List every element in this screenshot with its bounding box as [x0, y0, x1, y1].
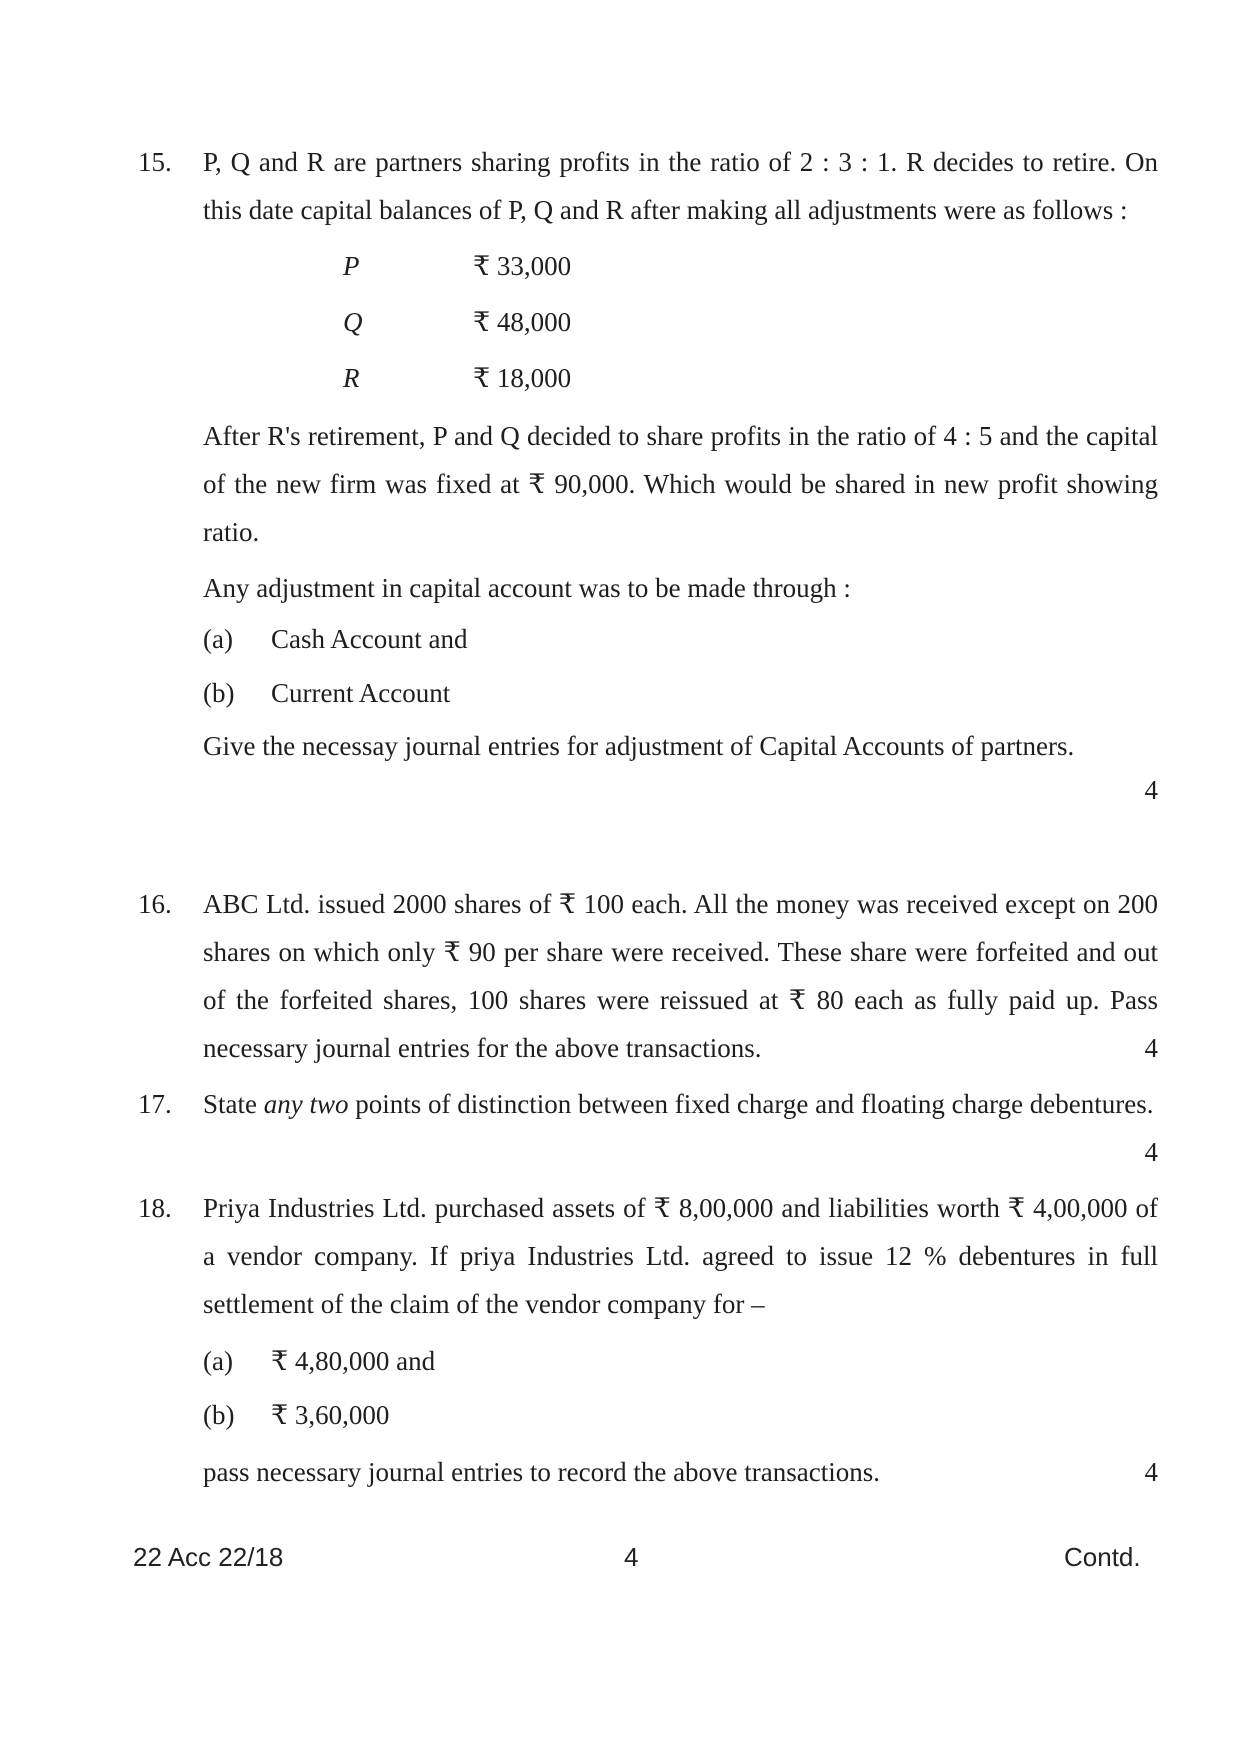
option-text: ₹ 3,60,000	[271, 1400, 390, 1430]
question-marks: 4	[1144, 775, 1158, 805]
table-row	[343, 350, 571, 406]
table-row	[343, 294, 571, 350]
question-intro: P, Q and R are partners sharing profits in the ratio of 2 : 3 : 1. R decides to retire. On this date capital balances of P, Q and R after making all adjustments were as follows :	[203, 147, 1158, 225]
option-a	[203, 612, 1158, 666]
question-text: ABC Ltd. issued 2000 shares of ₹ 100 each. All the money was received except on 200 shares on which only ₹ 90 per share were received. These share were forfeited and out of the forfeited shares, 100 shares were reissued at ₹ 80 each as fully paid up. Pass necessary journal entries for the above transactions.	[203, 889, 1158, 1063]
partner-name: R	[343, 363, 360, 393]
question-number: 18.	[138, 1193, 172, 1223]
question-paragraph: Any adjustment in capital account was to be made through :	[203, 573, 851, 603]
question-16	[138, 880, 1178, 1072]
question-text-start: State	[203, 1089, 264, 1119]
table-row	[343, 238, 571, 294]
question-instruction: Give the necessay journal entries for adjustment of Capital Accounts of partners.	[203, 731, 1075, 761]
option-b	[203, 1388, 1158, 1442]
capital-amount: ₹ 18,000	[473, 363, 572, 393]
question-number: 16.	[138, 889, 172, 919]
question-marks: 4	[1144, 1033, 1158, 1063]
question-15	[138, 138, 1178, 810]
question-text-end: points of distinction between fixed charge and floating charge debentures.	[348, 1089, 1154, 1119]
option-label: (b)	[203, 1400, 235, 1430]
question-paragraph: After R's retirement, P and Q decided to share profits in the ratio of 4 : 5 and the capital of the new firm was fixed at ₹ 90,000. Which would be shared in new profit showing ratio.	[203, 421, 1158, 547]
option-b	[203, 666, 1158, 720]
question-18	[138, 1184, 1178, 1496]
question-number: 15.	[138, 147, 172, 177]
paper-code: 22 Acc 22/18	[133, 1542, 284, 1572]
partner-name: P	[343, 251, 360, 281]
capital-amount: ₹ 48,000	[473, 307, 572, 337]
capital-balances-table	[343, 238, 571, 406]
option-a	[203, 1334, 1158, 1388]
question-number: 17.	[138, 1089, 172, 1119]
question-text-emphasis: any two	[263, 1089, 349, 1119]
partner-name: Q	[343, 307, 363, 337]
question-instruction	[203, 1448, 1158, 1496]
question-17	[138, 1080, 1178, 1176]
option-text: Cash Account and	[271, 624, 468, 654]
option-label: (a)	[203, 624, 233, 654]
capital-amount: ₹ 33,000	[473, 251, 572, 281]
question-marks: 4	[1144, 1457, 1158, 1487]
option-text: ₹ 4,80,000 and	[271, 1346, 436, 1376]
question-marks: 4	[1144, 1137, 1158, 1167]
option-label: (a)	[203, 1346, 233, 1376]
option-text: Current Account	[271, 678, 451, 708]
option-label: (b)	[203, 678, 235, 708]
page-number: 4	[624, 1542, 639, 1572]
instruction-text: pass necessary journal entries to record the above transactions.	[203, 1457, 881, 1487]
question-intro: Priya Industries Ltd. purchased assets of ₹ 8,00,000 and liabilities worth ₹ 4,00,000 of a vendor company. If priya Industries Ltd. agreed to issue 12 % debentures in full settlement of the claim of the vendor company for –	[203, 1193, 1158, 1319]
continued-label: Contd.	[1064, 1542, 1141, 1572]
